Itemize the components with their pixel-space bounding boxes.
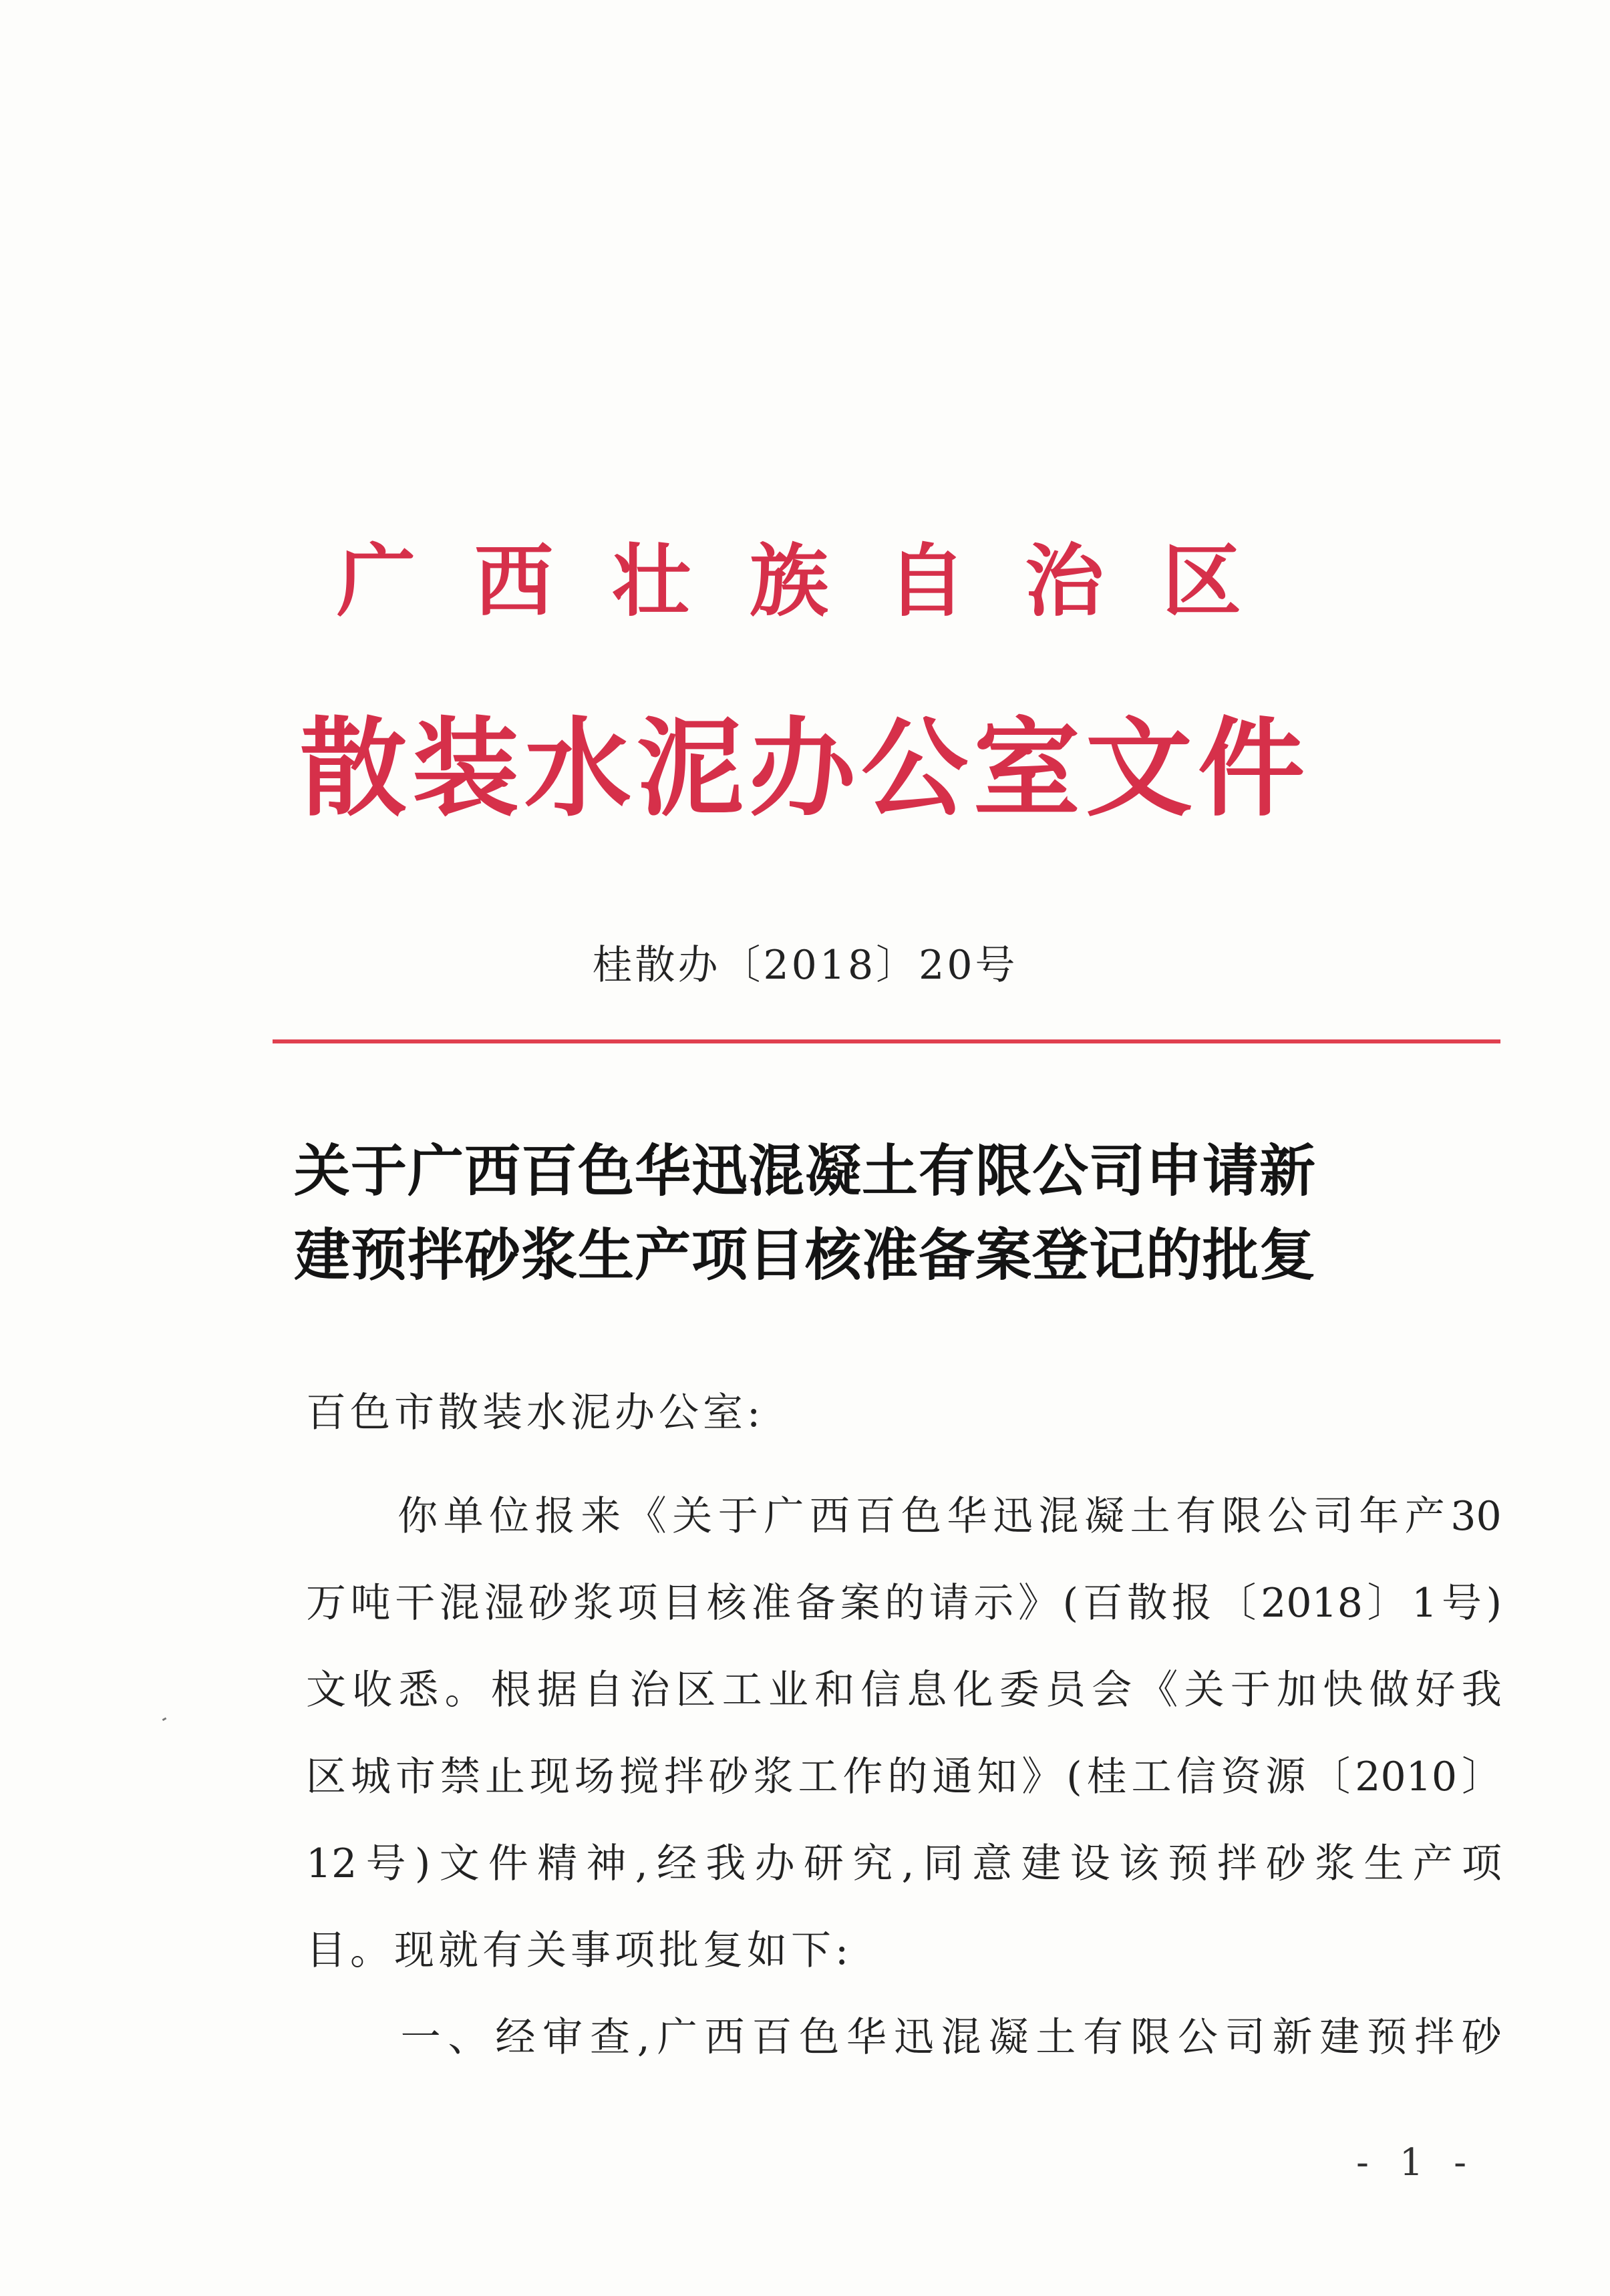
body-line: 目。现就有关事项批复如下: xyxy=(306,1927,853,1974)
document-title-line2: 建预拌砂浆生产项目核准备案登记的批复 xyxy=(293,1222,1316,1288)
issuer-name-line2: 散装水泥办公室文件 xyxy=(299,705,1310,831)
red-separator-line xyxy=(273,1039,1500,1043)
scan-artifact xyxy=(162,1717,167,1721)
document-number: 桂散办〔2018〕20号 xyxy=(592,942,1018,989)
issuer-name-line1: 广西壮族自治区 xyxy=(336,534,1300,627)
body-line: 区 城 市 禁 止 现 场 搅 拌 砂 浆 工 作 的 通 知 》 ( 桂 工 信 资 源 〔 2010 〕 xyxy=(306,1754,1502,1800)
document-title-line1: 关于广西百色华迅混凝土有限公司申请新 xyxy=(293,1138,1316,1204)
document-title xyxy=(0,1129,1610,1297)
body-line: 一 、 经 审 查 , 广 西 百 色 华 迅 混 凝 土 有 限 公 司 新 建 预 拌 砂 xyxy=(400,2014,1502,2061)
body-line: 万 吨 干 混 湿 砂 浆 项 目 核 准 备 案 的 请 示 》 ( 百 散 报 〔 2018 〕 1 号 ) xyxy=(306,1580,1502,1627)
body-line: 12 号 ) 文 件 精 神 , 经 我 办 研 究 , 同 意 建 设 该 预 拌 砂 浆 生 产 项 xyxy=(306,1840,1502,1887)
page-number: - 1 - xyxy=(1356,2141,1476,2184)
body-text xyxy=(306,1473,1502,2081)
body-line: 文 收 悉 。 根 据 自 治 区 工 业 和 信 息 化 委 员 会 《 关 于 加 快 做 好 我 xyxy=(306,1667,1502,1713)
addressee: 百色市散装水泥办公室: xyxy=(306,1389,765,1436)
body-line: 你 单 位 报 来 《 关 于 广 西 百 色 华 迅 混 凝 土 有 限 公 司 年 产 30 xyxy=(397,1493,1502,1540)
